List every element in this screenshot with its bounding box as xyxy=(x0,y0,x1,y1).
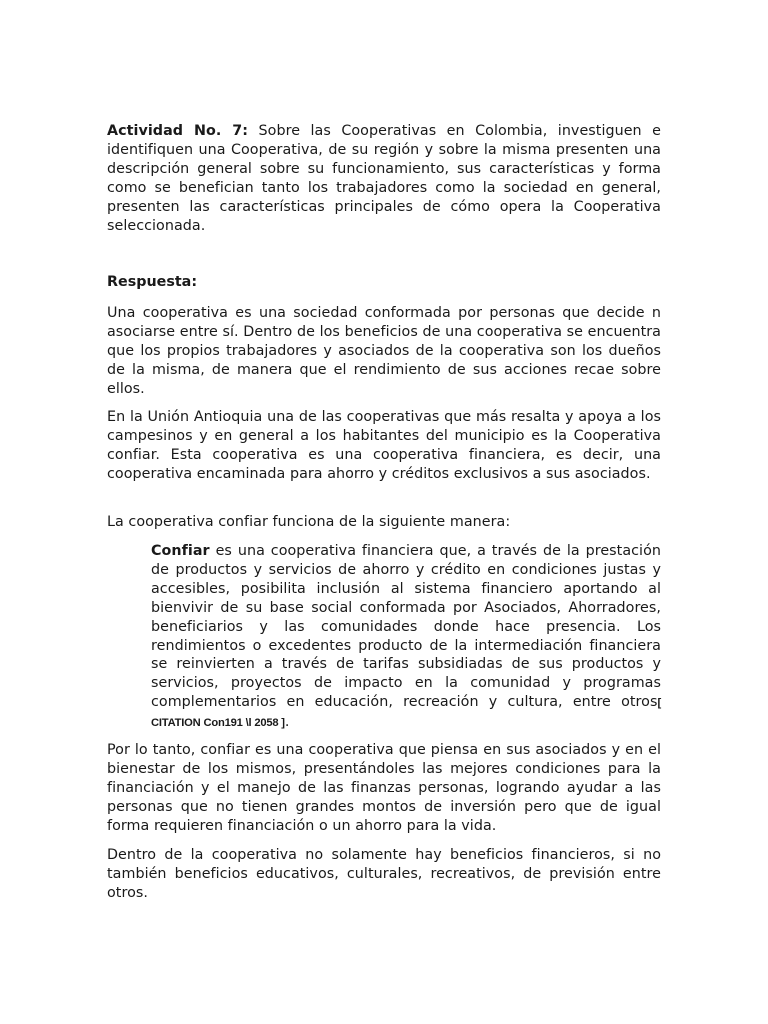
quote-end: . xyxy=(284,714,290,731)
paragraph-1: Una cooperativa es una sociedad conformada por personas que decide n asociarse entre sí. Dentro de los beneficios de una cooperativa se encuentra que los propios trabajadores y asociados de la cooperativa son los dueños de la misma, de manera que el rendimiento de sus acciones recae sobre ellos. xyxy=(107,305,661,397)
paragraph-5: Dentro de la cooperativa no solamente hay beneficios financieros, si no también beneficios educativos, culturales, recreativos, de previsión entre otros. xyxy=(107,847,661,901)
activity-paragraph xyxy=(107,122,661,235)
citation-field: [ CITATION Con191 \l 2058 ] xyxy=(151,697,661,730)
activity-label: Actividad No. 7: xyxy=(107,123,249,139)
paragraph-4: Por lo tanto, confiar es una cooperativa que piensa en sus asociados y en el bienestar de los mismos, presentándoles las mejores condiciones para la financiación y el manejo de las finanzas personas, logrando ayudar a las personas que no tienen grandes montos de inversión pero que de igual forma requieren financiación o un ahorro para la vida. xyxy=(107,742,661,834)
paragraph-3: La cooperativa confiar funciona de la siguiente manera: xyxy=(107,514,511,530)
paragraph-2: En la Unión Antioquia una de las cooperativas que más resalta y apoya a los campesinos y en general a los habitantes del municipio es la Cooperativa confiar. Esta cooperativa es una cooperativa financiera, es decir, una cooperativa encaminada para ahorro y créditos exclusivos a sus asociados. xyxy=(107,409,661,482)
activity-text: Sobre las Cooperativas en Colombia, investiguen e identifiquen una Cooperativa, de su región y sobre la misma presenten una descripción general sobre su funcionamiento, sus características y forma como se benefician tanto los trabajadores como la sociedad en general, presenten las características principales de cómo opera la Cooperativa seleccionada. xyxy=(107,123,661,234)
quote-bold-term: Confiar xyxy=(151,543,210,559)
response-heading: Respuesta: xyxy=(107,274,198,290)
quote-block xyxy=(151,542,661,733)
quote-text: es una cooperativa financiera que, a través de la prestación de productos y servicios de ahorro y crédito en condiciones justas y accesibles, posibilita inclusión al sistema financiero aportando al bienvivir de su base social conformada por Asociados, Ahorradores, beneficiarios y las comunidades donde hace presencia. Los rendimientos o excedentes producto de la intermediación financiera se reinvierten a través de tarifas subsidiadas de sus productos y servicios, proyectos de impacto en la comunidad y programas complementarios en educación, recreación y cultura, entre otros xyxy=(151,543,661,711)
